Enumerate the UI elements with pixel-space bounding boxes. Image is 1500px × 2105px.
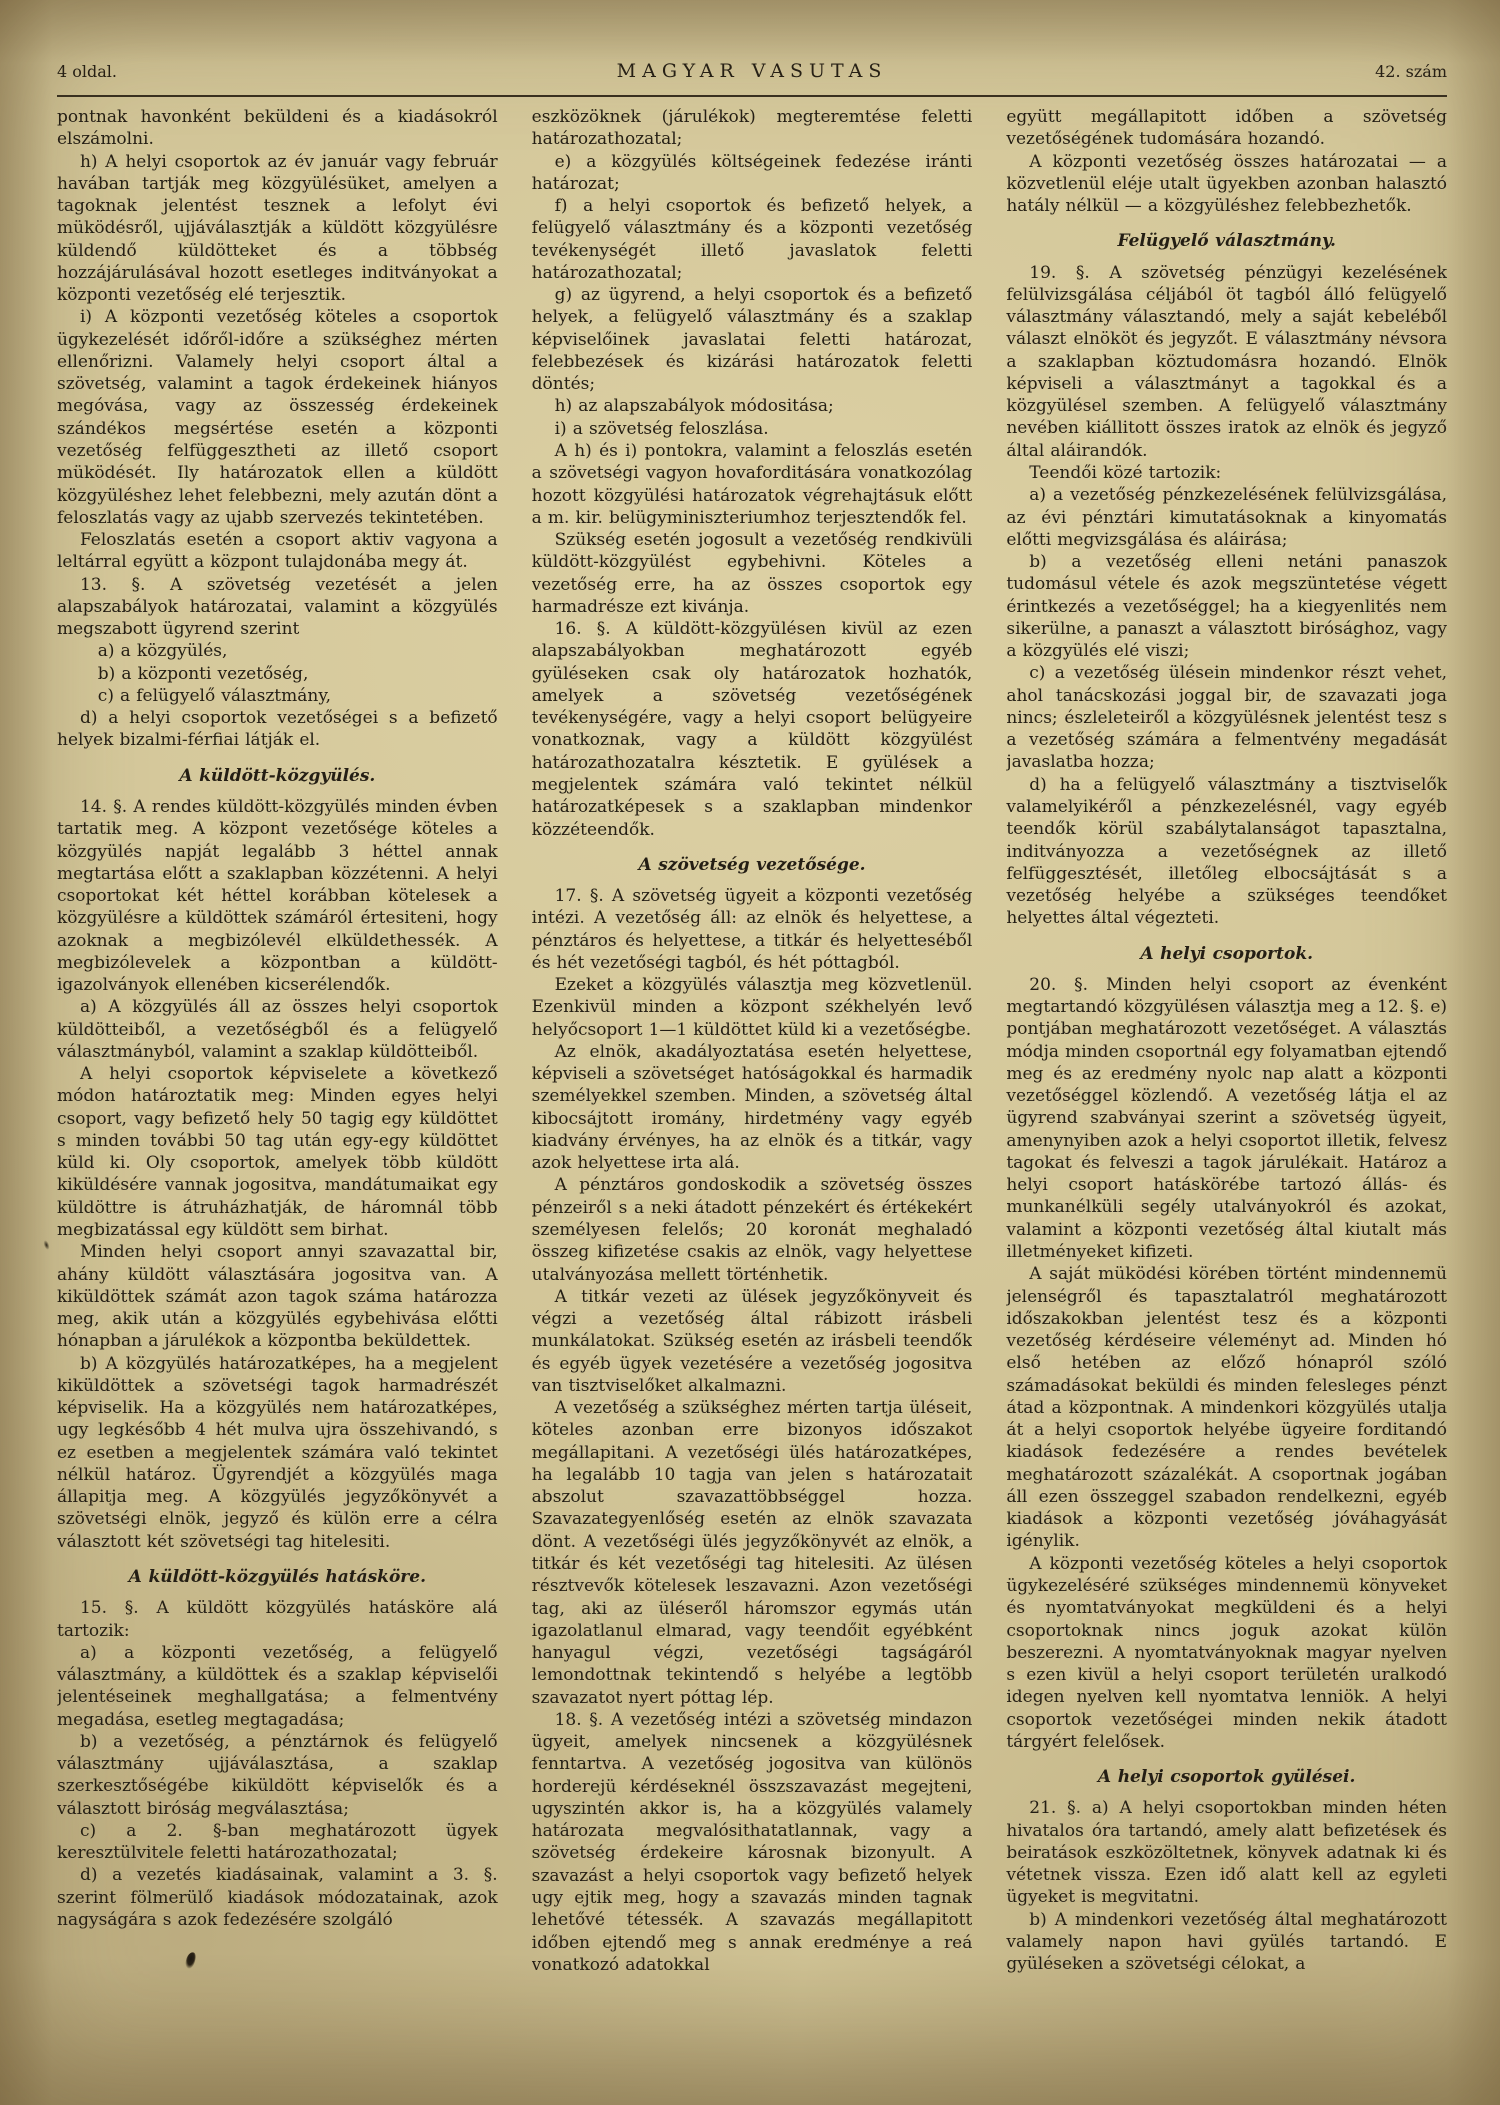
paragraph: c) a vezetőség ülésein mindenkor részt vehet, ahol tanácskozási joggal bir, de szavazati joga nincs; észleleteiről a közgyülésnek jelentést tesz s a vezetőség számára a felmentvény megadását javaslatba hozza;: [1006, 663, 1447, 773]
ink-smudge: [42, 1239, 50, 1250]
paragraph: a) A közgyülés áll az összes helyi csoportok küldötteiből, a vezetőségből és a felügyelő választmányból, valamint a szaklap küldötteiből.: [57, 997, 498, 1062]
paragraph: i) a szövetség feloszlása.: [554, 418, 769, 439]
paragraph: g) az ügyrend, a helyi csoportok és a befizető helyek, a felügyelő választmány és a szaklap képviselőinek javaslatai feletti határozat, felebbezések és kizárási határozatok feletti döntés;: [531, 285, 973, 395]
section-heading: A szövetség vezetősége.: [638, 854, 866, 875]
paragraph: a) a vezetőség pénzkezelésének felülvizsgálása, az évi pénztári kimutatásoknak a kinyomatás előtti megvizsgálása és aláirása;: [1006, 485, 1447, 550]
paragraph: 15. §. A küldött közgyülés hatásköre alá tartozik:: [57, 1598, 498, 1641]
paragraph: 17. §. A szövetség ügyeit a központi vezetőség intézi. A vezetőség áll: az elnök és helyettese, a pénztáros és helyettese, a titkár és helyetteséből és hét vezetőségi tagból, és hét póttagból.: [531, 886, 973, 973]
paragraph: h) A helyi csoportok az év január vagy február havában tartják meg közgyülésüket, amelyen a tagoknak jelentést tesznek a lefolyt évi müködésről, ujjáválasztják a küldött közgyülésre küldendő küldötteket és a többség hozzájárulásával hozott esetleges inditványokat a központi vezetőség elé terjesztik.: [57, 151, 498, 306]
section-heading: A küldött-közgyülés.: [179, 765, 376, 786]
section-heading: Felügyelő választmány.: [1117, 231, 1336, 252]
paragraph: 20. §. Minden helyi csoport az évenként megtartandó közgyülésen választja meg a 12. §. e) pontjában meghatározott vezetőséget. A választás módja minden csoportnál egy folyamatban ejtendő meg és az eredmény nyolc nap alatt a központi vezetőséggel közlendő. A vezetőség látja el az ügyrend szabványai szerint a szövetség ügyeit, amenynyiben azok a helyi csoportot illetik, felvesz tagokat és felveszi a tagok járulékait. Határoz a helyi csoport hatáskörébe tartozó állás- és munkanélküli segély utalványokról és azokat, valamint a központi vezetőség által kiutalt más illetményeket kifizeti.: [1006, 974, 1447, 1263]
masthead-title: MAGYAR VASUTAS: [616, 60, 888, 82]
paragraph: eszközöknek (járulékok) megteremtése feletti határozathozatal;: [531, 107, 973, 150]
paragraph: együtt megállapitott időben a szövetség vezetőségének tudomására hozandó.: [1006, 107, 1447, 150]
section-heading: A helyi csoportok gyülései.: [1097, 1767, 1356, 1788]
paragraph: b) A mindenkori vezetőség által meghatározott valamely napon havi gyülés tartandó. E gyüléseken a szövetségi célokat, a: [1006, 1909, 1447, 1975]
paragraph: A saját müködési körében történt mindennemü jelenségről és tapasztalatról meghatározott időszakokban jelentést tesz és a központi vezetőség kérdéseire véleményt ad. Minden hó első hetében az előző hónapról szóló számadásokat beküldi és minden felesleges pénzt átad a központnak. A mindenkori közgyülés utalja át a helyi csoportok helyébe ügyeire forditandó kiadások fedezésére a rendes bevételek meghatározott százalékát. A csoportnak jogában áll ezen összeggel szabadon rendelkezni, egyéb kiadások a központi vezetőség jóváhagyását igénylik.: [1006, 1264, 1447, 1552]
paragraph: d) ha a felügyelő választmány a tisztviselők valamelyikéről a pénzkezelésnél, vagy egyéb teendők körül szabálytalanságot tapasztalna, inditványozza a vezetőségnek az illető felfüggesztését, illetőleg elbocsájtását s a vezetőség helyébe a szükséges teendőket helyettes által végezteti.: [1006, 774, 1447, 929]
paragraph: A h) és i) pontokra, valamint a feloszlás esetén a szövetségi vagyon hovaforditására vonatkozólag hozott közgyülési határozatok végrehajtásuk előtt a m. kir. belügyminiszteriumhoz terjesztendők fel.: [531, 440, 973, 528]
issue-number-label: 42. szám: [1375, 62, 1447, 81]
paragraph: 16. §. A küldött-közgyülésen kivül az ezen alapszabályokban meghatározott egyéb gyüléseken csak oly határozatok hozhatók, amelyek a szövetség vezetőségének tevékenységére, vagy a helyi csoport belügyeire vonatkoznak, vagy a küldött közgyülést határozathozatalra késztetik. E gyülések a megjelentek számára való tekintet nélkül határozatképesek s a szaklapban mindenkor közzéteendők.: [531, 619, 973, 840]
paragraph: A központi vezetőség összes határozatai — a közvetlenül eléje utalt ügyekben azonban halasztó hatály nélkül — a közgyüléshez felebbezhetők.: [1006, 151, 1447, 217]
paragraph: h) az alapszabályok módositása;: [554, 396, 834, 417]
paragraph: a) a közgyülés,: [97, 641, 228, 662]
paragraph: A pénztáros gondoskodik a szövetség összes pénzeiről s a neki átadott pénzekért és értékekért személyesen felelős; 20 koronát meghaladó összeg kifizetése csakis az elnök, vagy helyettese utalványozása mellett történhetik.: [531, 1175, 973, 1285]
paragraph: Szükség esetén jogosult a vezetőség rendkivüli küldött-közgyülést egybehivni. Köteles a vezetőség erre, ha az összes csoportok egy harmadrésze ezt kivánja.: [531, 530, 973, 617]
paragraph: 14. §. A rendes küldött-közgyülés minden évben tartatik meg. A központ vezetősége köteles a közgyülés napját legalább 3 héttel annak megtartása előtt a szaklapban közzétenni. A helyi csoportokat két héttel korábban kötelesek a közgyülésre a küldöttek számáról értesiteni, hogy azoknak a megbizólevél elküldethessék. A megbizólevelek a központban a küldött-igazolványok ellenében kicserélendők.: [57, 796, 498, 996]
paragraph: b) A közgyülés határozatképes, ha a megjelent kiküldöttek a szövetségi tagok harmadrészét képviselik. Ha a közgyülés nem határozatképes, ugy legkésőbb 4 hét mulva ujra összehivandó, s ez esetben a megjelentek számára való tekintet nélkül határoz. Ügyrendjét a közgyülés maga állapitja meg. A közgyülés jegyzőkönyvét a szövetségi elnök, jegyző és külön erre a célra választott két szövetségi tag hitelesiti.: [57, 1353, 498, 1552]
paragraph: pontnak havonként beküldeni és a kiadásokról elszámolni.: [57, 107, 498, 150]
paragraph: c) a felügyelő választmány,: [97, 685, 332, 706]
paragraph: f) a helyi csoportok és befizető helyek, a felügyelő választmány és a központi vezetőség tevékenységét illető javaslatok feletti határozathozatal;: [531, 196, 973, 283]
paragraph: 19. §. A szövetség pénzügyi kezelésének felülvizsgálása céljából öt tagból álló felügyelő választmány választandó, mely a saját kebeléből választ elnököt és jegyzőt. E választmány névsora a szaklapban köztudomásra hozandó. Elnök képviseli a választmányt a tagokkal és a közgyülésel szemben. A felügyelő választmány nevében kiállitott összes iratok az elnök és jegyző által aláirandók.: [1006, 262, 1447, 461]
header-rule: [57, 95, 1447, 97]
paragraph: a) a központi vezetőség, a felügyelő választmány, a küldöttek és a szaklap képviselői jelentéseinek meghallgatása; a felmentvény megadása, esetleg megtagadása;: [57, 1642, 498, 1730]
paragraph: A vezetőség a szükséghez mérten tartja üléseit, köteles azonban erre bizonyos időszakot megállapitani. A vezetőségi ülés határozatképes, ha legalább 10 tagja van jelen s határozatait abszolut szavazattöbbséggel hozza. Szavazategyenlőség esetén az elnök szavazata dönt. A vezetőségi ülés jegyzőkönyvét az elnök, a titkár és két vezetőségi tag hitelesiti. Az ülésen résztvevők kötelesek leszavazni. Azon vezetőségi tag, aki az üléseről háromszor egymás után igazolatlanul elmarad, vagy teendőit egyébként hanyagul végzi, vezetőségi tagságáról lemondottnak tekintendő s helyébe a legtöbb szavazatot nyert póttag lép.: [531, 1398, 973, 1708]
page-header: [57, 60, 1447, 82]
text-column-1: [57, 106, 498, 2006]
paragraph: Az elnök, akadályoztatása esetén helyettese, képviseli a szövetséget hatóságokkal és harmadik személyekkel szemben. Minden, a szövetség által kibocsájtott iromány, hirdetmény vagy egyéb kiadvány érvényes, ha az elnök és a titkár, vagy azok helyettese irta alá.: [531, 1041, 973, 1174]
section-heading: A helyi csoportok.: [1140, 943, 1314, 964]
paragraph: b) a központi vezetőség,: [97, 663, 309, 684]
paragraph: 18. §. A vezetőség intézi a szövetség mindazon ügyeit, amelyek nincsenek a közgyülésnek fenntartva. A vezetőség jogositva van különös horderejü kérdéseknél összszavazást megejteni, ugyszintén akkor is, ha a közgyülés valamely határozata megvalósithatatlannak, vagy a szövetség érdekeire károsnak bizonyult. A szavazást a helyi csoportok vagy befizető helyek ugy ejtik meg, hogy a szavazás minden tagnak lehetővé tétessék. A szavazás megállapitott időben ejtendő meg s annak eredménye a reá vonatkozó adatokkal: [531, 1709, 973, 1975]
paragraph: d) a helyi csoportok vezetőségei s a befizető helyek bizalmi-férfiai látják el.: [57, 708, 498, 751]
paragraph: Teendői közé tartozik:: [1029, 462, 1222, 483]
paragraph: d) a vezetés kiadásainak, valamint a 3. §. szerint fölmerülő kiadások módozatainak, azok nagyságára s azok fedezésére szolgáló: [57, 1865, 498, 1930]
paragraph: A helyi csoportok képviselete a következő módon határoztatik meg: Minden egyes helyi csoport, vagy befizető hely 50 tagig egy küldöttet s minden további 50 tag után egy-egy küldöttet küld ki. Oly csoportok, amelyek több küldött kiküldésére vannak jogositva, mandátumaikat egy küldöttre is átruházhatják, de háromnál több megbizatással egy küldött sem birhat.: [57, 1064, 498, 1241]
section-heading: A küldött-közgyülés hatásköre.: [128, 1567, 426, 1587]
article-body: [57, 106, 1447, 2006]
paragraph: Feloszlatás esetén a csoport aktiv vagyona a leltárral együtt a központ tulajdonába megy át.: [57, 530, 498, 573]
paragraph: A központi vezetőség köteles a helyi csoportok ügykezeléséré szükséges mindennemü könyveket és nyomtatványokat megküldeni és a helyi csoportoknak nincs joguk azokat külön beszerezni. A nyomtatványoknak magyar nyelven s ezen kivül a helyi csoport területén uralkodó idegen nyelven kell nyomtatva lenniök. A helyi csoportok vezetőségei minden nekik átadott tárgyért felelősek.: [1006, 1553, 1447, 1752]
paragraph: Ezeket a közgyülés választja meg közvetlenül. Ezenkivül minden a központ székhelyén levő helyőcsoport 1—1 küldöttet küld ki a vezetőségbe.: [531, 975, 973, 1040]
text-column-2: [532, 106, 973, 2006]
paragraph: b) a vezetőség elleni netáni panaszok tudomásul vétele és azok megszüntetése végett érintkezés a vezetőséggel; ha a kiegyenlités nem sikerülne, a panaszt a választott birósághoz, vagy a közgyülés elé viszi;: [1006, 552, 1447, 662]
paragraph: 21. §. a) A helyi csoportokban minden héten hivatalos óra tartandó, amely alatt befizetések és beiratások eszközöltetnek, könyvek adatnak ki és vétetnek vissza. Ezen idő alatt kell az egyleti ügyeket is megvitatni.: [1006, 1798, 1447, 1908]
paragraph: b) a vezetőség, a pénztárnok és felügyelő választmány ujjáválasztása, a szaklap szerkesztőségébe kiküldött képviselők és a választott biróság megválasztása;: [57, 1731, 498, 1819]
paragraph: Minden helyi csoport annyi szavazattal bir, ahány küldött választására jogositva van. A kiküldöttek számát azon tagok száma határozza meg, akik után a közgyülés egybehivása előtti hónapban a járulékok a központba beküldettek.: [57, 1242, 498, 1352]
text-column-3: [1006, 106, 1447, 2006]
paragraph: 13. §. A szövetség vezetését a jelen alapszabályok határozatai, valamint a közgyülés megszabott ügyrend szerint: [57, 574, 498, 640]
paragraph: c) a 2. §-ban meghatározott ügyek keresztülvitele feletti határozathozatal;: [57, 1820, 498, 1864]
paragraph: A titkár vezeti az ülések jegyzőkönyveit és végzi a vezetőség által rábizott irásbeli munkálatokat. Szükség esetén az irásbeli teendők és egyéb ügyek vezetésére a vezetőség jogositva van tisztviselőket alkalmazni.: [531, 1286, 973, 1396]
paragraph: i) A központi vezetőség köteles a csoportok ügykezelését időről-időre a szükséghez mérten ellenőrizni. Valamely helyi csoport által a szövetség, valamint a tagok érdekeinek hiányos megóvása, vagy az összesség érdekeinek szándékos megsértése esetén a központi vezetőség felfüggesztheti az illető csoport müködését. Ily határozatok ellen a küldött közgyüléshez lehet felebbezni, mely azután dönt a feloszlatás vagy az ujabb szervezés tekintetében.: [57, 307, 498, 528]
paragraph: e) a közgyülés költségeinek fedezése iránti határozat;: [531, 151, 973, 194]
page-number-label: 4 oldal.: [57, 62, 117, 81]
